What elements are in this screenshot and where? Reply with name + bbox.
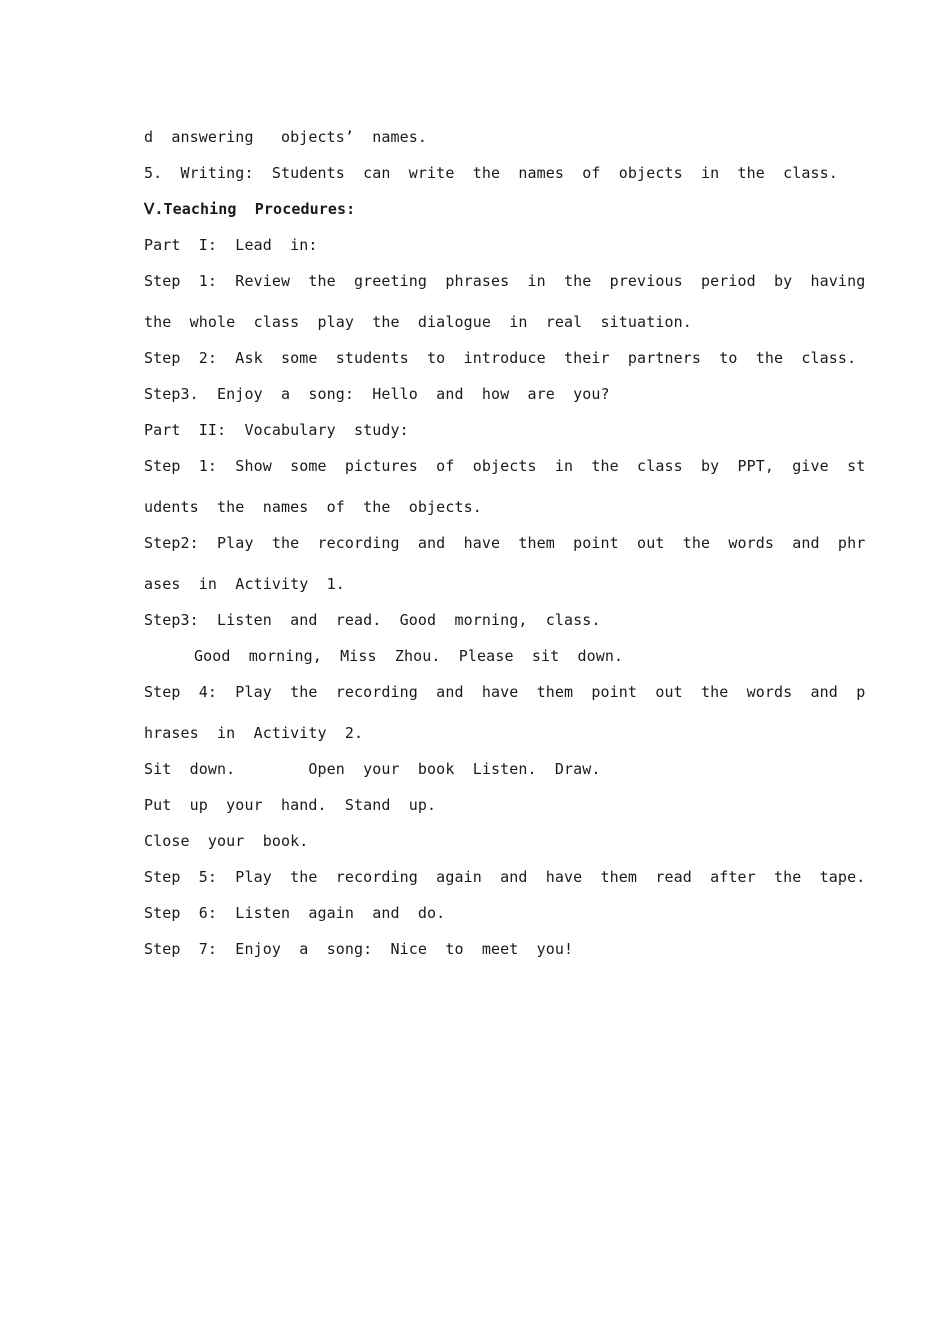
text-line-step-1-cont: the whole class play the dialogue in real situation. xyxy=(144,313,692,331)
text-line-vocab-step-2: Step2: Play the recording and have them point out the words and phr xyxy=(144,534,866,552)
text-line-vocab-step-4-cont: hrases in Activity 2. xyxy=(144,724,364,742)
text-line-vocab-step-4: Step 4: Play the recording and have them point out the words and p xyxy=(144,683,866,701)
text-line-step-3: Step3. Enjoy a song: Hello and how are you? xyxy=(144,385,610,403)
text-line-vocab-step-3-reply: Good morning, Miss Zhou. Please sit down. xyxy=(194,647,624,665)
text-line-commands-1: Sit down. Open your book Listen. Draw. xyxy=(144,760,601,778)
text-line-continuation: d answering objects’ names. xyxy=(144,128,428,146)
text-line-commands-2: Put up your hand. Stand up. xyxy=(144,796,437,814)
text-line-vocab-step-2-cont: ases in Activity 1. xyxy=(144,575,345,593)
text-line-vocab-step-6: Step 6: Listen again and do. xyxy=(144,904,446,922)
part-heading-vocabulary-study: Part II: Vocabulary study: xyxy=(144,421,409,439)
text-line-vocab-step-3: Step3: Listen and read. Good morning, class. xyxy=(144,611,601,629)
text-line-writing-objective: 5. Writing: Students can write the names of objects in the class. xyxy=(144,164,838,182)
text-line-step-1: Step 1: Review the greeting phrases in the previous period by having xyxy=(144,272,866,290)
part-heading-lead-in: Part I: Lead in: xyxy=(144,236,318,254)
text-line-step-2: Step 2: Ask some students to introduce their partners to the class. xyxy=(144,349,857,367)
text-line-commands-3: Close your book. xyxy=(144,832,309,850)
text-line-vocab-step-1: Step 1: Show some pictures of objects in the class by PPT, give st xyxy=(144,457,866,475)
text-line-vocab-step-7: Step 7: Enjoy a song: Nice to meet you! xyxy=(144,940,574,958)
text-line-vocab-step-1-cont: udents the names of the objects. xyxy=(144,498,482,516)
section-heading-teaching-procedures: Ⅴ.Teaching Procedures: xyxy=(144,200,356,218)
text-line-vocab-step-5: Step 5: Play the recording again and have them read after the tape. xyxy=(144,868,866,886)
